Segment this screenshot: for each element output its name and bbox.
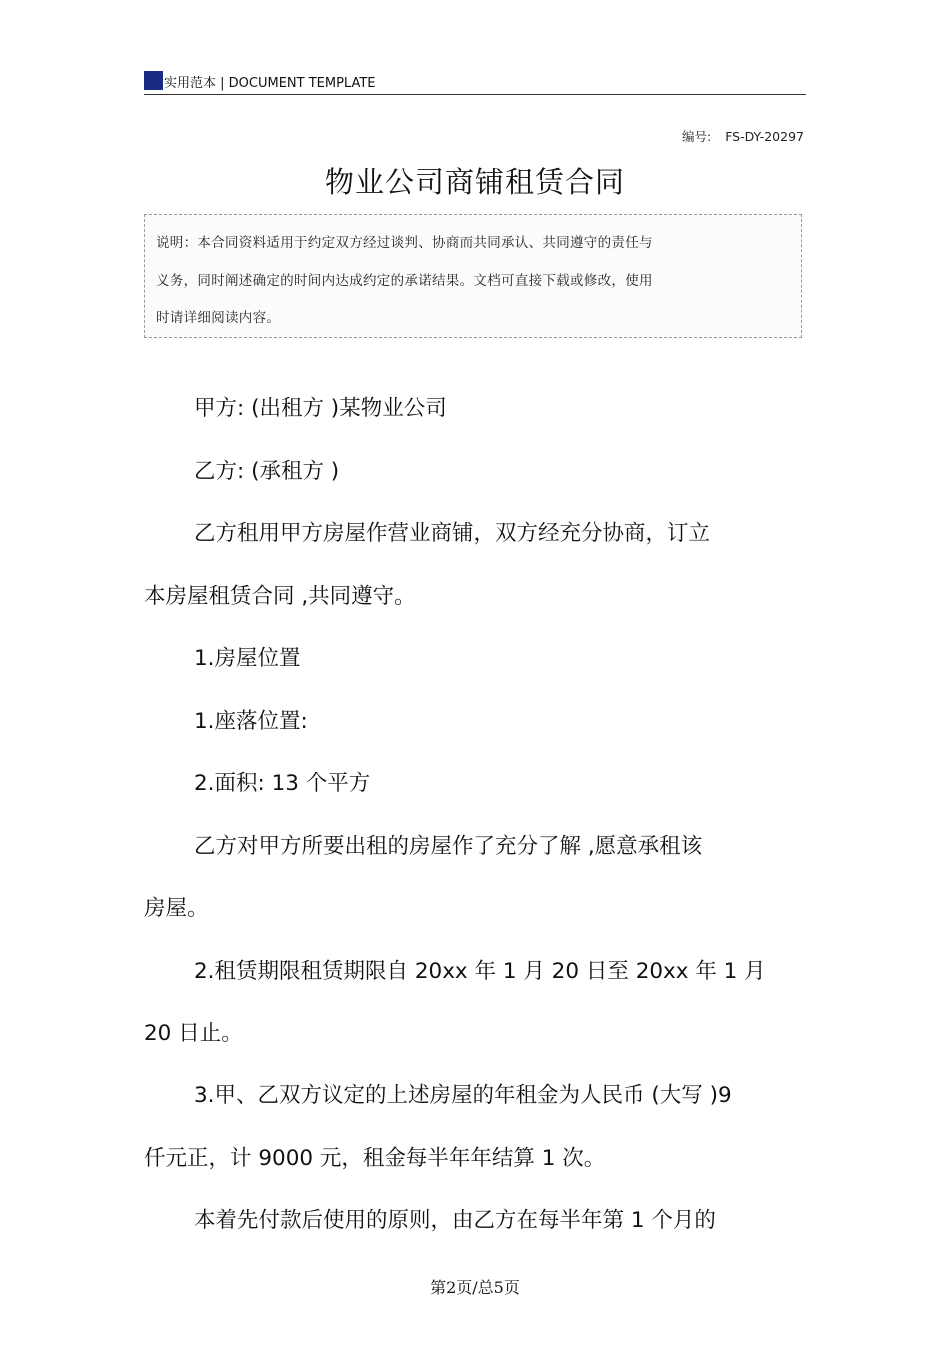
payment-line: 本着先付款后使用的原则，由乙方在每半年第 1 个月的 — [194, 1208, 716, 1233]
body-paragraph-line: 房屋。 — [144, 896, 209, 921]
page-footer: 第2页/总5页 — [430, 1278, 520, 1297]
rent-line: 仟元正，计 9000 元，租金每半年年结算 1 次。 — [144, 1146, 606, 1171]
document-number-label: 编号: — [681, 129, 712, 144]
document-number — [682, 127, 804, 145]
document-number-value: FS-DY-20297 — [725, 129, 804, 144]
party-b-line: 乙方: (承租方 ) — [194, 459, 340, 484]
lease-term-line: 20 日止。 — [144, 1021, 243, 1046]
notice-line: 时请详细阅读内容。 — [156, 310, 281, 326]
body-item: 2.面积: 13 个平方 — [194, 771, 371, 796]
body-paragraph-line: 乙方租用甲方房屋作营业商铺，双方经充分协商，订立 — [194, 521, 711, 546]
page-header — [144, 68, 806, 95]
body-item: 1.座落位置: — [194, 709, 308, 734]
notice-line: 说明：本合同资料适用于约定双方经过谈判、协商而共同承认、共同遵守的责任与 — [156, 235, 653, 251]
document-title: 物业公司商铺租赁合同 — [324, 165, 625, 199]
party-a-line: 甲方: (出租方 )某物业公司 — [194, 396, 447, 421]
notice-line: 义务，同时阐述确定的时间内达成约定的承诺结果。文档可直接下载或修改，使用 — [156, 273, 653, 289]
rent-line: 3.甲、乙双方议定的上述房屋的年租金为人民币 (大写 )9 — [194, 1083, 732, 1108]
lease-term-line: 2.租赁期限租赁期限自 20xx 年 1 月 20 日至 20xx 年 1 月 — [194, 959, 766, 984]
header-text: 实用范本 | DOCUMENT TEMPLATE — [164, 76, 376, 91]
section-heading: 1.房屋位置 — [194, 646, 301, 671]
body-paragraph-line: 本房屋租赁合同 ,共同遵守。 — [144, 584, 416, 609]
notice-box — [144, 214, 802, 338]
body-paragraph-line: 乙方对甲方所要出租的房屋作了充分了解 ,愿意承租该 — [194, 834, 703, 859]
header-logo-square — [144, 71, 163, 90]
